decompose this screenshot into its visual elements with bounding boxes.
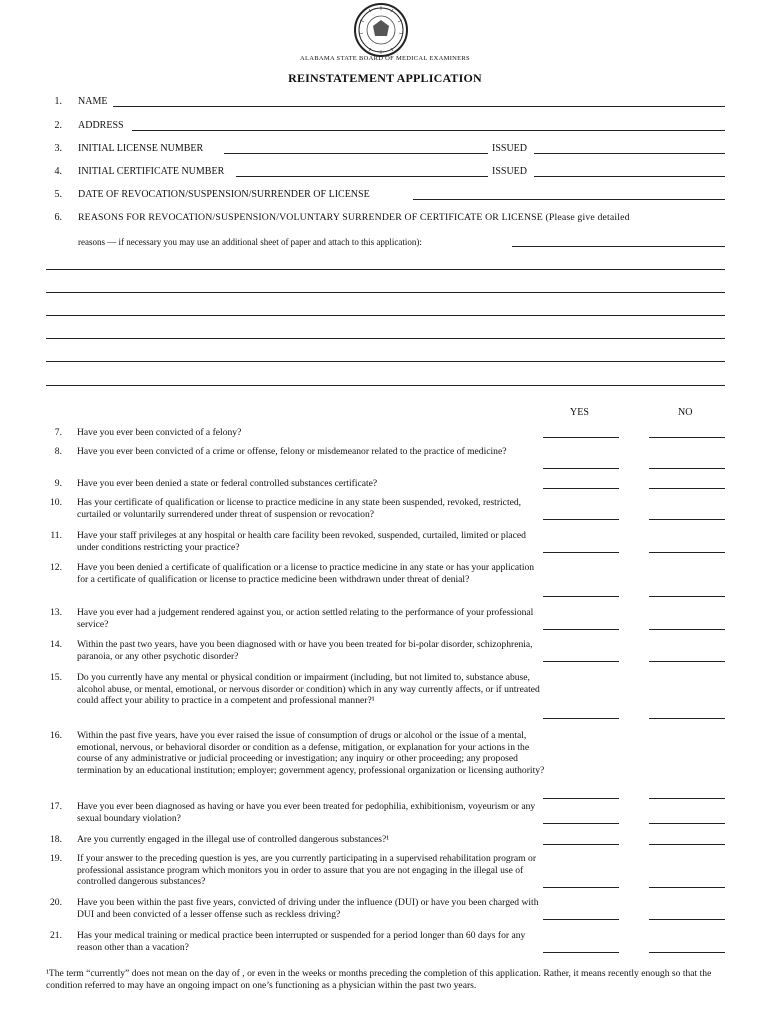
question-number: 18.: [50, 834, 62, 845]
no-answer-line[interactable]: [649, 844, 725, 845]
yes-answer-line[interactable]: [543, 488, 619, 489]
page-title: REINSTATEMENT APPLICATION: [288, 71, 482, 85]
reasons-field[interactable]: [512, 246, 725, 247]
question-number: 12.: [50, 562, 62, 573]
question-number: 13.: [50, 607, 62, 618]
yes-answer-line[interactable]: [543, 887, 619, 888]
yes-answer-line[interactable]: [543, 552, 619, 553]
field-number: 1.: [54, 96, 62, 107]
yes-answer-line[interactable]: [543, 437, 619, 438]
no-answer-line[interactable]: [649, 919, 725, 920]
yes-answer-line[interactable]: [543, 468, 619, 469]
license-issued-label: ISSUED: [492, 143, 528, 154]
no-answer-line[interactable]: [649, 798, 725, 799]
question-text: Within the past two years, have you been diagnosed with or have you been treated for bi-polar disorder, schizophrenia, paranoia, or any other psychotic disorder?: [77, 639, 533, 662]
question-text: Have you ever been convicted of a crime or offense, felony or misdemeanor related to the practice of medicine?: [77, 446, 507, 457]
revocation-date-label: DATE OF REVOCATION/SUSPENSION/SURRENDER OF LICENSE: [78, 189, 370, 200]
yes-answer-line[interactable]: [543, 952, 619, 953]
question-number: 19.: [50, 853, 62, 864]
no-answer-line[interactable]: [649, 519, 725, 520]
yes-answer-line[interactable]: [543, 596, 619, 597]
no-column-header: NO: [678, 407, 693, 418]
no-answer-line[interactable]: [649, 437, 725, 438]
reasons-line[interactable]: [46, 338, 725, 339]
question-number: 10.: [50, 497, 62, 508]
yes-answer-line[interactable]: [543, 919, 619, 920]
field-number: 6.: [54, 212, 62, 223]
question-number: 8.: [54, 446, 62, 457]
no-answer-line[interactable]: [649, 488, 725, 489]
yes-answer-line[interactable]: [543, 629, 619, 630]
question-text: Have you been denied a certificate of qualification or a license to practice medicine in any state or has your application for a certificate of qualification or license to practice medicine been withdrawn under threat of denial?: [77, 562, 535, 585]
question-text: Within the past five years, have you ever raised the issue of consumption of drugs or alcohol or the issue of a mental, emotional, nervous, or behavioral disorder or condition as a defense, mitigation, or explanation for your actions in the course of any administrative or judicial proceeding or investigation; any inquiry or other proceeding; any proposed termination by an educational institution; employer; government agency, professional organization or licensing authority?: [77, 730, 545, 776]
yes-answer-line[interactable]: [543, 519, 619, 520]
reasons-line[interactable]: [46, 385, 725, 386]
question-text: Have your staff privileges at any hospital or health care facility been revoked, suspended, curtailed, limited or placed under conditions restricting your practice?: [77, 530, 526, 553]
address-label: ADDRESS: [78, 120, 124, 131]
yes-answer-line[interactable]: [543, 798, 619, 799]
question-text: Have you ever been denied a state or federal controlled substances certificate?: [77, 478, 378, 489]
question-number: 17.: [50, 801, 62, 812]
board-name: ALABAMA STATE BOARD OF MEDICAL EXAMINERS: [300, 55, 470, 62]
revocation-date-field[interactable]: [413, 199, 725, 200]
reasons-line[interactable]: [46, 315, 725, 316]
no-answer-line[interactable]: [649, 596, 725, 597]
license-number-label: INITIAL LICENSE NUMBER: [78, 143, 204, 154]
question-number: 7.: [54, 427, 62, 438]
name-label: NAME: [78, 96, 108, 107]
no-answer-line[interactable]: [649, 887, 725, 888]
question-number: 21.: [50, 930, 62, 941]
name-field[interactable]: [113, 106, 725, 107]
board-seal-icon: [353, 2, 409, 58]
question-text: Have you ever been diagnosed as having or have you ever been treated for pedophilia, exhibitionism, voyeurism or any sexual boundary violation?: [77, 801, 536, 824]
reasons-line[interactable]: [46, 292, 725, 293]
yes-answer-line[interactable]: [543, 661, 619, 662]
question-number: 11.: [50, 530, 62, 541]
field-number: 4.: [54, 166, 62, 177]
no-answer-line[interactable]: [649, 718, 725, 719]
certificate-issued-label: ISSUED: [492, 166, 528, 177]
question-text: Has your certificate of qualification or license to practice medicine in any state been suspended, revoked, restricted, curtailed or voluntarily surrendered under threat of suspension or revocation?: [77, 497, 522, 520]
yes-answer-line[interactable]: [543, 718, 619, 719]
question-text: Are you currently engaged in the illegal use of controlled dangerous substances?¹: [77, 834, 390, 845]
reasons-line[interactable]: [46, 361, 725, 362]
no-answer-line[interactable]: [649, 823, 725, 824]
certificate-number-label: INITIAL CERTIFICATE NUMBER: [78, 166, 225, 177]
question-number: 20.: [50, 897, 62, 908]
no-answer-line[interactable]: [649, 629, 725, 630]
yes-answer-line[interactable]: [543, 823, 619, 824]
no-answer-line[interactable]: [649, 661, 725, 662]
question-number: 14.: [50, 639, 62, 650]
address-field[interactable]: [132, 130, 725, 131]
yes-column-header: YES: [570, 407, 589, 418]
yes-answer-line[interactable]: [543, 844, 619, 845]
no-answer-line[interactable]: [649, 552, 725, 553]
reasons-line[interactable]: [46, 269, 725, 270]
license-number-field[interactable]: [224, 153, 488, 154]
certificate-number-field[interactable]: [236, 176, 488, 177]
question-text: Have you ever had a judgement rendered against you, or action settled relating to the performance of your professional service?: [77, 607, 534, 630]
footnote: ¹The term “currently” does not mean on the day of , or even in the weeks or months preceding the completion of this application. Rather, it means recently enough so that the condition referred to may have an ongoing impact on one’s functioning as a physician within the past two years.: [46, 968, 712, 991]
question-number: 9.: [54, 478, 62, 489]
question-number: 15.: [50, 672, 62, 683]
license-issued-field[interactable]: [534, 153, 725, 154]
reasons-label: REASONS FOR REVOCATION/SUSPENSION/VOLUNTARY SURRENDER OF CERTIFICATE OR LICENSE (Please give detailed: [78, 212, 630, 223]
no-answer-line[interactable]: [649, 468, 725, 469]
question-text: Have you ever been convicted of a felony?: [77, 427, 242, 438]
field-number: 3.: [54, 143, 62, 154]
no-answer-line[interactable]: [649, 952, 725, 953]
question-text: Have you been within the past five years, convicted of driving under the influence (DUI) or have you been charged with DUI and been convicted of a lesser offense such as reckless driving?: [77, 897, 539, 920]
field-number: 5.: [54, 189, 62, 200]
question-text: Has your medical training or medical practice been interrupted or suspended for a period longer than 60 days for any reason other than a vacation?: [77, 930, 526, 953]
question-text: If your answer to the preceding question is yes, are you currently participating in a supervised rehabilitation program or professional assistance program which monitors you in order to assure that you are not engaging in the illegal use of controlled dangerous substances?: [77, 853, 537, 888]
question-text: Do you currently have any mental or physical condition or impairment (including, but not limited to, substance abuse, alcohol abuse, or mental, emotional, or nervous disorder or condition) which in any way currently affects, or if untreated could affect your ability to practice in a competent and professional manner?¹: [77, 672, 540, 707]
certificate-issued-field[interactable]: [534, 176, 725, 177]
reasons-label-continued: reasons — if necessary you may use an additional sheet of paper and attach to this application):: [78, 237, 422, 247]
field-number: 2.: [54, 120, 62, 131]
question-number: 16.: [50, 730, 62, 741]
